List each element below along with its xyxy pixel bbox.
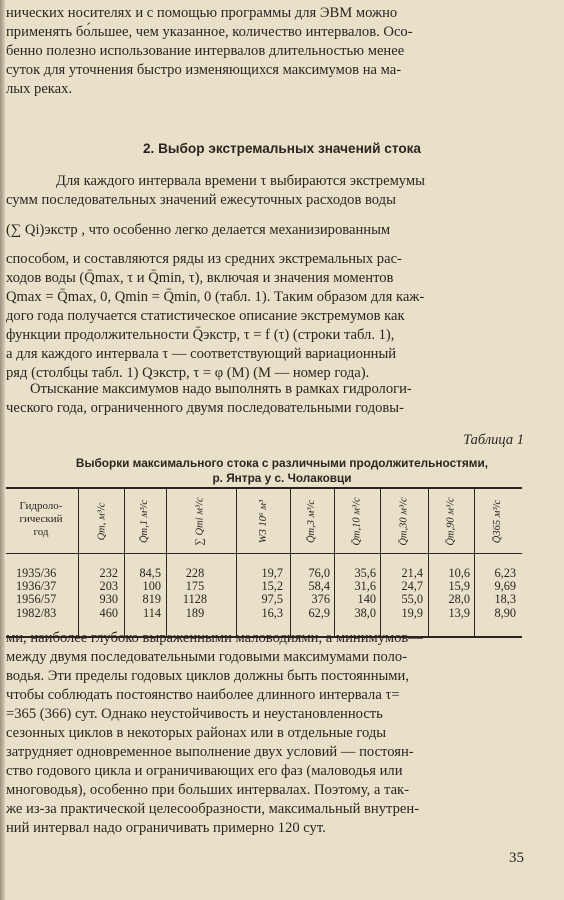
table-cell: 6,23 <box>494 566 516 580</box>
page-number: 35 <box>509 850 524 866</box>
year-cell: 1982/83 <box>16 605 57 620</box>
text-line: бенно полезно использование интервалов длительностью менее <box>6 43 405 59</box>
text-line: между двумя последовательными годовыми максимумами поло- <box>6 649 408 665</box>
column-header-text: Q̄m,10 м³/с <box>351 496 363 546</box>
table-caption: Выборки максимального стока с различными продолжительностями, <box>75 456 489 470</box>
intro-paragraph <box>6 4 522 99</box>
search-paragraph <box>6 380 522 418</box>
table-cell: 15,2 <box>261 579 283 594</box>
data-column <box>124 567 161 620</box>
table-cell: 31,6 <box>354 579 376 594</box>
text-line: ство годового цикла и ограничивающих его фаз (маловодья или <box>6 763 403 779</box>
column-header-text: W3 10⁶ м³ <box>258 499 270 543</box>
table-cell: 189 <box>185 605 205 620</box>
table-cell: 140 <box>357 592 376 607</box>
table-cell: 8,90 <box>494 605 516 620</box>
text-line: а для каждого интервала τ — соответствующий вариационный <box>6 346 397 362</box>
text-line: дого года получается статистическое описание экстремумов как <box>6 308 405 324</box>
table-cell: 460 <box>99 605 118 620</box>
column-header <box>337 490 377 552</box>
table-cell: 55,0 <box>401 592 423 607</box>
column-header <box>431 490 471 552</box>
text-line: ми, наиболее глубоко выраженными маловодиями, а минимумов— <box>6 630 423 646</box>
table-cell: 28,0 <box>448 592 470 607</box>
year-column <box>16 567 76 620</box>
text-line: способом, и составляются ряды из средних экстремальных рас- <box>6 251 402 267</box>
data-column <box>334 567 376 620</box>
column-header <box>292 490 332 552</box>
data-column <box>428 567 470 620</box>
table-cell: 38,0 <box>354 605 376 620</box>
text-line: затрудняет одновременное выполнение двух условий — постоян- <box>6 744 414 760</box>
text-line: же из-за практической целесообразности, максимальный внутрен- <box>6 801 420 817</box>
column-header <box>125 490 165 552</box>
column-divider <box>78 488 79 636</box>
data-column <box>290 567 330 620</box>
table-caption-location: р. Янтра у с. Чолаковци <box>212 471 352 485</box>
text-line: ходов воды (Q̄max, τ и Q̄min, τ), включая и значения моментов <box>6 270 394 286</box>
table-cell: 62,9 <box>308 605 330 620</box>
column-header <box>244 490 284 552</box>
text-line: лых реках. <box>6 81 73 97</box>
year-column-header: Гидроло- гический год <box>19 500 63 538</box>
text-line: суток для уточнения быстро изменяющихся максимумов на ма- <box>6 62 402 78</box>
year-cell: 1936/37 <box>16 579 57 594</box>
column-header <box>478 490 518 552</box>
method-paragraph <box>6 172 522 383</box>
column-header-text: Q̄m,3 м³/с <box>306 499 318 543</box>
table-header-rule <box>6 553 522 554</box>
year-cell: 1935/36 <box>16 566 57 580</box>
text-line: (∑ Qi)экстр , что особенно легко делается механизированным <box>6 222 391 238</box>
table-cell: 76,0 <box>308 566 330 580</box>
column-divider <box>166 488 167 636</box>
table-cell: 100 <box>142 579 161 594</box>
table-cell: 1128 <box>182 592 208 607</box>
table-cell: 376 <box>311 592 330 607</box>
table-cell: 232 <box>99 566 118 580</box>
text-line: Qmax = Q̄max, 0, Qmin = Q̄min, 0 (табл. 1). Таким образом для каж- <box>6 289 425 305</box>
data-column <box>170 567 220 620</box>
table-cell: 19,7 <box>261 566 283 580</box>
column-header-text: Q̄m,90 м³/с <box>445 496 457 546</box>
table-cell: 21,4 <box>401 566 423 580</box>
table-cell: 930 <box>99 592 118 607</box>
column-header-text: Qm, м³/с <box>96 502 108 540</box>
data-column <box>238 567 283 620</box>
table-cell: 19,9 <box>401 605 423 620</box>
column-header-text: ∑ Qmi м³/с <box>194 496 206 546</box>
conclusion-paragraph <box>6 629 522 838</box>
table-cell: 175 <box>185 579 205 594</box>
column-header <box>180 490 220 552</box>
table-label: Таблица 1 <box>463 432 524 448</box>
table-cell: 35,6 <box>354 566 376 580</box>
column-header-text: Q̄m,1 м³/с <box>139 499 151 543</box>
table-cell: 24,7 <box>401 579 423 594</box>
text-line: ний интервал надо ограничивать примерно 120 сут. <box>6 820 326 836</box>
text-line: ческого года, ограниченного двумя последовательными годовы- <box>6 400 404 416</box>
table-cell: 228 <box>185 566 205 580</box>
data-column <box>380 567 423 620</box>
year-cell: 1956/57 <box>16 592 57 607</box>
data-column <box>474 567 516 620</box>
table-cell: 84,5 <box>139 566 161 580</box>
column-divider <box>236 488 237 636</box>
table-cell: 97,5 <box>261 592 283 607</box>
column-header <box>82 490 122 552</box>
table-cell: 819 <box>142 592 161 607</box>
table-top-rule <box>6 487 522 489</box>
text-line: водья. Эти пределы годовых циклов должны быть постоянными, <box>6 668 410 684</box>
text-line: =365 (366) сут. Однако неустойчивость и неустановленность <box>6 706 383 722</box>
table-cell: 9,69 <box>494 579 516 594</box>
text-line: ряд (столбцы табл. 1) Qэкстр, τ = φ (M) (M — номер года). <box>6 365 370 381</box>
text-line: применять бо́льшее, чем указанное, количество интервалов. Осо- <box>6 24 413 40</box>
text-line: Для каждого интервала времени τ выбираются экстремумы <box>56 173 425 189</box>
text-line: многоводья), особенно при больших интервалах. Поэтому, а так- <box>6 782 410 798</box>
text-line: Отыскание максимумов надо выполнять в рамках гидрологи- <box>30 381 412 397</box>
table-cell: 18,3 <box>494 592 516 607</box>
text-line: чтобы соблюдать постоянство наиболее длинного интервала τ= <box>6 687 400 703</box>
column-header-text: Q̄m,30 м³/с <box>398 496 410 546</box>
text-line: функции продолжительности Q̄экстр, τ = f (τ) (строки табл. 1), <box>6 327 395 343</box>
table-cell: 16,3 <box>261 605 283 620</box>
table-cell: 13,9 <box>448 605 470 620</box>
table-cell: 114 <box>143 605 161 620</box>
column-header-text: Q̄365 м³/с <box>492 499 504 543</box>
text-line: сезонных циклов в некоторых районах или в отдельные годы <box>6 725 387 741</box>
text-line: сумм последовательных значений ежесуточных расходов воды <box>6 192 396 208</box>
table-cell: 58,4 <box>308 579 330 594</box>
section-title: 2. Выбор экстремальных значений стока <box>143 141 421 156</box>
column-header <box>384 490 424 552</box>
table-cell: 15,9 <box>448 579 470 594</box>
table-cell: 10,6 <box>448 566 470 580</box>
table-cell: 203 <box>99 579 118 594</box>
page-binding-edge <box>0 0 5 900</box>
data-column <box>80 567 118 620</box>
text-line: ничеcких носителях и с помощью программы для ЭВМ можно <box>6 5 398 21</box>
